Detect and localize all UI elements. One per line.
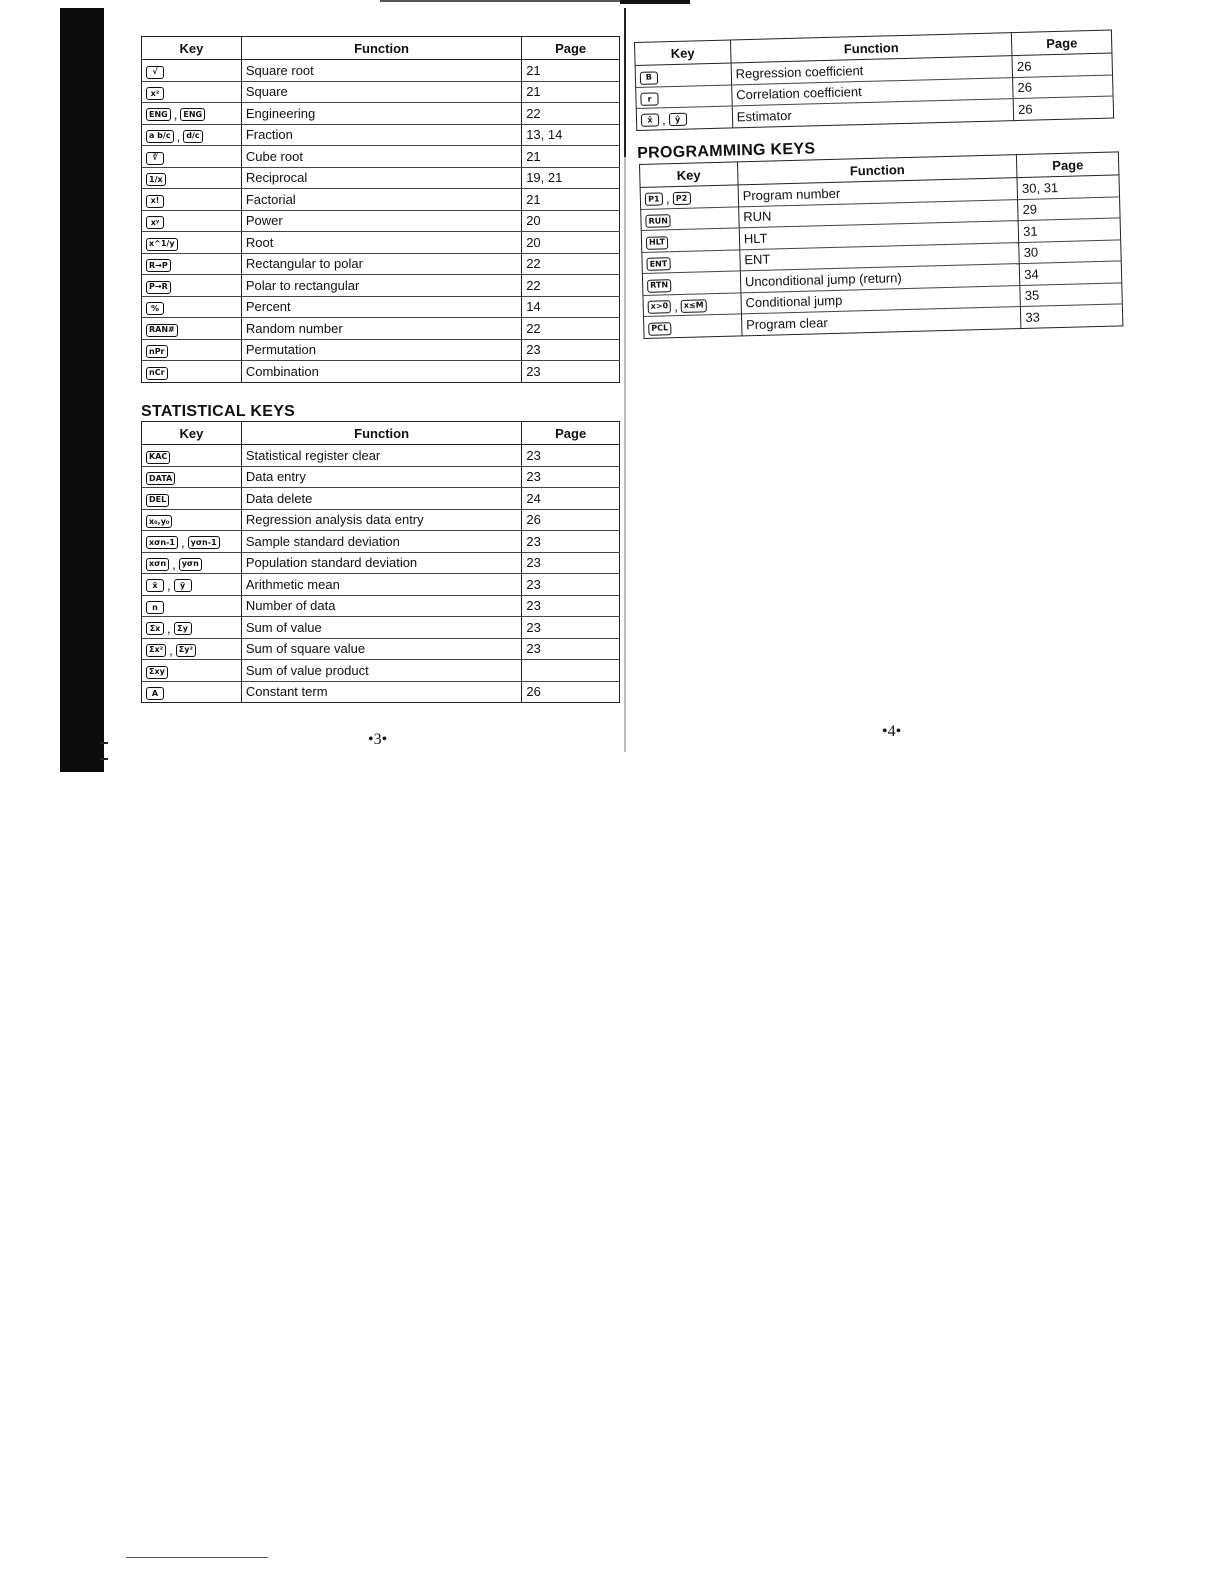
calculator-key-icon: RAN# (146, 324, 178, 337)
calculator-key-icon: xʸ (146, 216, 164, 229)
function-cell: Constant term (241, 681, 521, 703)
key-cell (642, 271, 740, 295)
page-cell: 26 (1012, 53, 1112, 77)
table-row (142, 681, 620, 703)
calculator-key-icon: Σy (174, 622, 192, 635)
page-cell: 23 (522, 445, 620, 467)
calculator-key-icon: √ (146, 66, 164, 79)
calculator-key-icon: d/c (183, 130, 202, 143)
key-group (146, 666, 168, 679)
calculator-key-icon: % (146, 302, 164, 315)
header-key: Key (142, 422, 242, 445)
calculator-key-icon: DATA (146, 472, 175, 485)
key-cell (142, 339, 242, 361)
page-cell (522, 660, 620, 682)
table-row (142, 189, 620, 211)
calculator-key-icon: DEL (146, 494, 169, 507)
header-function: Function (737, 155, 1017, 185)
key-separator: , (673, 298, 678, 314)
statistical-keys-table (141, 421, 620, 703)
function-cell: RUN (738, 199, 1018, 228)
function-cell: HLT (739, 221, 1019, 250)
function-cell: Arithmetic mean (241, 574, 521, 596)
page-cell: 26 (522, 681, 620, 703)
page-gutter (624, 8, 626, 752)
header-page: Page (1012, 30, 1112, 56)
key-cell (142, 296, 242, 318)
calculator-key-icon: RTN (647, 279, 671, 293)
key-group (146, 216, 164, 229)
header-page: Page (1017, 152, 1119, 178)
calculator-key-icon: yσn (179, 558, 202, 571)
table-row (142, 103, 620, 125)
table-header-row (142, 422, 620, 445)
calculator-key-icon: n (146, 601, 164, 614)
calculator-key-icon: yσn-1 (188, 536, 220, 549)
function-cell: Sum of value product (241, 660, 521, 682)
calculator-key-icon: x̄ (146, 579, 164, 592)
key-cell (142, 531, 242, 553)
key-group (146, 259, 171, 272)
calculator-key-icon: R→P (146, 259, 171, 272)
key-cell (142, 253, 242, 275)
calculator-key-icon: x! (146, 195, 164, 208)
key-group (146, 281, 171, 294)
key-cell (642, 249, 740, 273)
key-cell (635, 63, 731, 87)
key-group (646, 257, 670, 271)
key-cell (142, 466, 242, 488)
programming-keys-title: PROGRAMMING KEYS (637, 140, 816, 162)
key-group (647, 279, 671, 293)
key-separator: , (176, 128, 181, 144)
key-group (648, 322, 671, 336)
calculator-key-icon: x² (146, 87, 164, 100)
calculator-key-icon: ∛ (146, 152, 164, 165)
function-cell: Correlation coefficient (731, 77, 1013, 106)
function-cell: Unconditional jump (return) (740, 264, 1020, 293)
page-cell: 23 (522, 361, 620, 383)
key-group (146, 687, 164, 700)
function-cell: ENT (740, 242, 1020, 271)
function-cell: Conditional jump (741, 285, 1021, 314)
key-separator: , (172, 556, 176, 572)
key-cell (142, 660, 242, 682)
table-row (142, 660, 620, 682)
key-cell (142, 488, 242, 510)
calculator-key-icon: nPr (146, 345, 168, 358)
function-cell: Sum of square value (241, 638, 521, 660)
page-cell: 35 (1020, 282, 1122, 306)
function-cell: Square root (241, 60, 521, 82)
top-edge-line (620, 0, 690, 4)
calculator-key-icon: a b/c (146, 130, 174, 143)
calculator-key-icon: ENG (180, 108, 205, 121)
page-cell: 22 (522, 103, 620, 125)
key-group (645, 214, 671, 228)
page-cell: 23 (522, 466, 620, 488)
key-group (146, 643, 196, 658)
table-row (142, 167, 620, 189)
calculator-key-icon: ŷ (668, 113, 686, 126)
table-row (142, 552, 620, 574)
key-cell (636, 84, 732, 108)
key-separator: , (661, 112, 666, 128)
function-cell: Factorial (241, 189, 521, 211)
table-row (142, 146, 620, 168)
table-row (142, 617, 620, 639)
page-cell: 26 (1013, 96, 1113, 120)
key-cell (142, 60, 242, 82)
calculator-key-icon: P1 (645, 192, 663, 205)
calculator-key-icon: Σxy (146, 666, 168, 679)
calculator-key-icon: RUN (645, 214, 671, 228)
function-cell: Statistical register clear (241, 445, 521, 467)
page-cell: 22 (522, 318, 620, 340)
page-cell: 24 (522, 488, 620, 510)
key-cell (142, 189, 242, 211)
calculator-key-icon: x≤M (681, 299, 707, 313)
function-cell: Sample standard deviation (241, 531, 521, 553)
page-cell: 22 (522, 253, 620, 275)
key-group (146, 107, 205, 122)
key-group (146, 324, 178, 337)
page-cell: 29 (1018, 196, 1120, 220)
key-cell (142, 681, 242, 703)
key-cell (142, 552, 242, 574)
calculator-key-icon: x^1/y (146, 238, 178, 251)
key-group (146, 66, 164, 79)
key-cell (142, 595, 242, 617)
page-cell: 23 (522, 574, 620, 596)
calculator-key-icon: Σy² (176, 644, 196, 657)
page-cell: 31 (1018, 218, 1120, 242)
function-cell: Number of data (241, 595, 521, 617)
calculator-key-icon: HLT (646, 236, 668, 250)
calculator-key-icon: B (640, 71, 658, 84)
key-group (146, 152, 164, 165)
calculator-key-icon: P2 (672, 192, 690, 205)
calculator-key-icon: nCr (146, 367, 168, 380)
page-cell: 22 (522, 275, 620, 297)
function-cell: Engineering (241, 103, 521, 125)
function-cell: Sum of value (241, 617, 521, 639)
key-cell (142, 638, 242, 660)
key-group (146, 451, 170, 464)
header-function: Function (730, 33, 1012, 63)
page-cell: 23 (522, 638, 620, 660)
function-cell: Reciprocal (241, 167, 521, 189)
function-cell: Square (241, 81, 521, 103)
calculator-key-icon: r (640, 92, 658, 105)
key-cell (641, 228, 739, 252)
table-row (142, 339, 620, 361)
key-group (146, 367, 168, 380)
key-group (146, 238, 178, 251)
key-group (146, 472, 175, 485)
function-cell: Percent (241, 296, 521, 318)
table-row (142, 210, 620, 232)
regression-keys-table (634, 29, 1114, 130)
page-cell: 30 (1019, 239, 1121, 263)
key-group (146, 87, 164, 100)
spine-mark (100, 758, 108, 760)
key-group (146, 129, 203, 144)
function-cell: Random number (241, 318, 521, 340)
key-separator: , (167, 578, 171, 593)
statistical-keys-title: STATISTICAL KEYS (141, 403, 296, 420)
page-number-right: •4• (882, 723, 902, 740)
key-group (146, 601, 164, 614)
key-cell (636, 106, 732, 130)
key-group (146, 535, 220, 550)
key-group (648, 298, 707, 315)
programming-keys-table (639, 151, 1123, 338)
page-cell: 20 (522, 210, 620, 232)
key-cell (643, 292, 741, 316)
key-cell (142, 509, 242, 531)
table-row (142, 509, 620, 531)
key-group (146, 621, 192, 636)
page-cell: 14 (522, 296, 620, 318)
function-cell: Regression coefficient (731, 56, 1013, 85)
page-cell: 19, 21 (522, 167, 620, 189)
function-cell: Estimator (732, 99, 1014, 128)
table-row (142, 60, 620, 82)
key-cell (142, 124, 242, 146)
key-cell (641, 206, 739, 230)
table-row (142, 232, 620, 254)
function-cell: Permutation (241, 339, 521, 361)
function-cell: Data delete (241, 488, 521, 510)
function-cell: Regression analysis data entry (241, 509, 521, 531)
key-cell (142, 275, 242, 297)
table-row (142, 638, 620, 660)
page-cell: 23 (522, 595, 620, 617)
function-cell: Population standard deviation (241, 552, 521, 574)
header-key: Key (142, 37, 242, 60)
key-cell (142, 146, 242, 168)
key-cell (142, 361, 242, 383)
page-cell: 34 (1020, 261, 1122, 285)
calculator-key-icon: A (146, 687, 164, 700)
page-cell: 30, 31 (1017, 175, 1119, 199)
function-cell: Polar to rectangular (241, 275, 521, 297)
key-group (146, 515, 172, 528)
calculator-key-icon: KAC (146, 451, 170, 464)
function-cell: Root (241, 232, 521, 254)
table-row (142, 296, 620, 318)
table-row (142, 318, 620, 340)
key-cell (142, 232, 242, 254)
key-group (640, 92, 658, 105)
spine-mark (100, 742, 108, 744)
key-cell (142, 318, 242, 340)
table-row (142, 81, 620, 103)
page-cell: 21 (522, 146, 620, 168)
key-group (646, 236, 668, 250)
header-key: Key (635, 40, 731, 66)
calculator-key-icon: Σx² (146, 644, 166, 657)
header-function: Function (241, 37, 521, 60)
page-cell: 23 (522, 531, 620, 553)
key-group (146, 173, 166, 186)
key-group (146, 302, 164, 315)
key-group (146, 578, 192, 593)
binding-spine (60, 8, 104, 772)
key-cell (142, 81, 242, 103)
key-cell (142, 574, 242, 596)
header-key: Key (640, 162, 738, 188)
page-cell: 13, 14 (522, 124, 620, 146)
table-row (142, 488, 620, 510)
calculator-key-icon: ȳ (174, 579, 192, 592)
key-cell (142, 103, 242, 125)
function-cell: Cube root (241, 146, 521, 168)
header-page: Page (522, 422, 620, 445)
page-number-left: •3• (368, 731, 388, 748)
calculator-key-icon: ENT (646, 257, 670, 271)
page-cell: 23 (522, 552, 620, 574)
calculator-key-icon: ENG (146, 108, 171, 121)
page-cell: 23 (522, 339, 620, 361)
page-cell: 26 (1013, 74, 1113, 98)
key-separator: , (665, 191, 670, 207)
page-cell: 21 (522, 81, 620, 103)
top-edge-line (380, 0, 630, 2)
calculator-key-icon: xσn-1 (146, 536, 178, 549)
table-row (142, 531, 620, 553)
key-group (640, 71, 658, 84)
calculator-key-icon: x₀,y₀ (146, 515, 172, 528)
calculator-key-icon: Σx (146, 622, 164, 635)
key-group (146, 195, 164, 208)
key-group (146, 494, 169, 507)
key-cell (643, 314, 741, 338)
header-page: Page (522, 37, 620, 60)
key-separator: , (167, 621, 171, 636)
calculator-key-icon: xσn (146, 558, 169, 571)
table-row (142, 275, 620, 297)
function-cell: Combination (241, 361, 521, 383)
page-cell: 26 (522, 509, 620, 531)
key-separator: , (173, 107, 178, 122)
key-group (641, 112, 687, 128)
function-cell: Rectangular to polar (241, 253, 521, 275)
key-separator: , (169, 642, 173, 658)
key-cell (142, 617, 242, 639)
key-cell (142, 210, 242, 232)
table-row (142, 466, 620, 488)
table-row (142, 595, 620, 617)
calculator-key-icon: x̂ (641, 113, 659, 126)
key-cell (142, 445, 242, 467)
page-cell: 23 (522, 617, 620, 639)
table-row (142, 574, 620, 596)
key-separator: , (180, 535, 185, 550)
calculator-key-icon: 1/x (146, 173, 166, 186)
page-cell: 21 (522, 60, 620, 82)
main-keys-table (141, 36, 620, 383)
key-cell (640, 185, 738, 209)
table-row (142, 361, 620, 383)
table-header-row (142, 37, 620, 60)
calculator-key-icon: x>0 (648, 300, 672, 314)
key-group (645, 191, 691, 207)
page-cell: 20 (522, 232, 620, 254)
function-cell: Program clear (741, 307, 1021, 336)
table-row (142, 253, 620, 275)
header-function: Function (241, 422, 521, 445)
table-row (142, 445, 620, 467)
key-cell (142, 167, 242, 189)
function-cell: Program number (738, 178, 1018, 207)
key-group (146, 345, 168, 358)
function-cell: Data entry (241, 466, 521, 488)
page-cell: 33 (1021, 304, 1123, 328)
footer-rule (126, 1557, 268, 1558)
table-row (142, 124, 620, 146)
function-cell: Power (241, 210, 521, 232)
function-cell: Fraction (241, 124, 521, 146)
calculator-key-icon: PCL (648, 322, 671, 336)
page-cell: 21 (522, 189, 620, 211)
calculator-key-icon: P→R (146, 281, 171, 294)
key-group (146, 557, 202, 572)
